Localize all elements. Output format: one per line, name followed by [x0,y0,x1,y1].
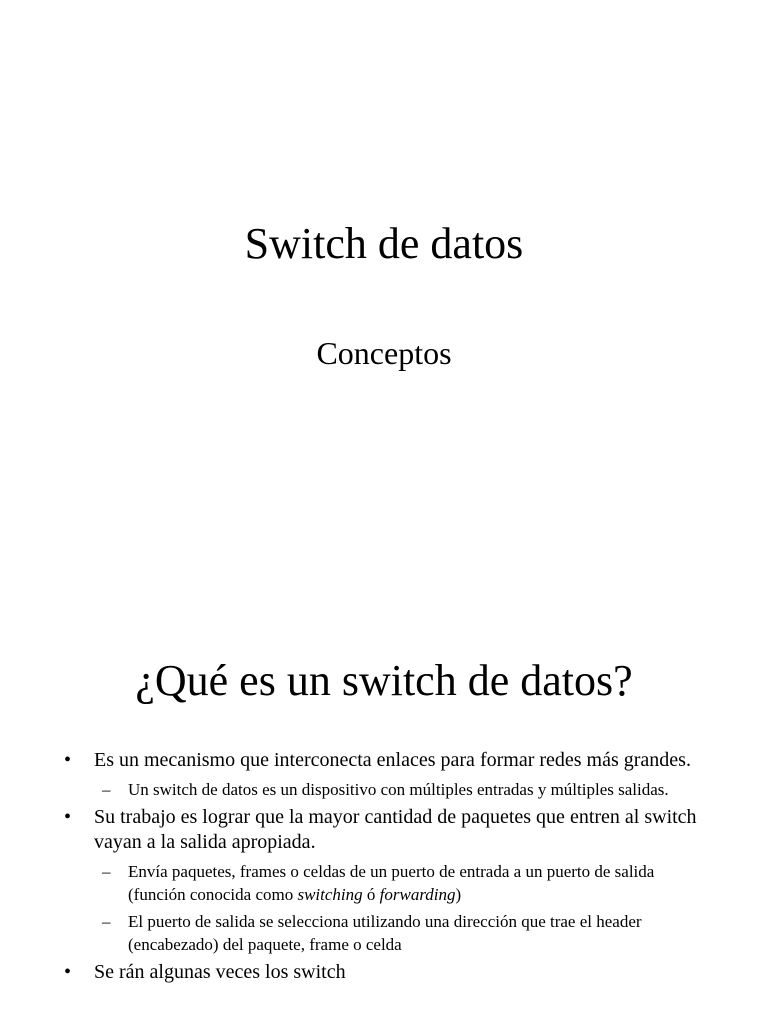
slide-heading: ¿Qué es un switch de datos? [135,656,633,705]
sub-bullet-text [128,862,654,904]
bullet-icon: • [64,749,72,771]
dash-icon: – [102,912,111,931]
bullet-text: Es un mecanismo que interconecta enlaces para formar redes más grandes. [94,749,691,771]
sub-bullet-text-part: ó [362,885,380,904]
sub-bullet-text-part: Envía paquetes, frames o celdas de un puerto de entrada a un puerto de salida (función conocida como [128,862,655,904]
slide-title-heading: Switch de datos [244,219,524,268]
bullet-text: Se rán algunas veces los switch [94,961,346,983]
sub-bullet-text: El puerto de salida se selecciona utilizando una dirección que trae el header (encabezado) del paquete, frame o celda [128,912,642,954]
bullet-item [0,748,768,773]
bullet-list [0,748,768,990]
dash-icon: – [102,862,111,881]
term-switching: switching [297,885,363,904]
bullet-icon: • [64,961,72,983]
sub-bullet-item [0,778,768,801]
bullet-item [0,960,768,985]
dash-icon: – [102,780,111,799]
sub-bullet-text-part: ) [455,885,462,904]
slide-subtitle: Conceptos [316,335,452,371]
bullet-text: Su trabajo es lograr que la mayor cantidad de paquetes que entren al switch vayan a la salida apropiada. [94,806,697,853]
sub-bullet-text: Un switch de datos es un dispositivo con múltiples entradas y múltiples salidas. [128,780,669,799]
bullet-item [0,805,768,855]
sub-bullet-item [0,910,768,956]
bullet-icon: • [64,806,72,828]
sub-bullet-item [0,860,768,906]
slide-que-es-switch [0,576,768,1024]
term-forwarding: forwarding [379,885,456,904]
